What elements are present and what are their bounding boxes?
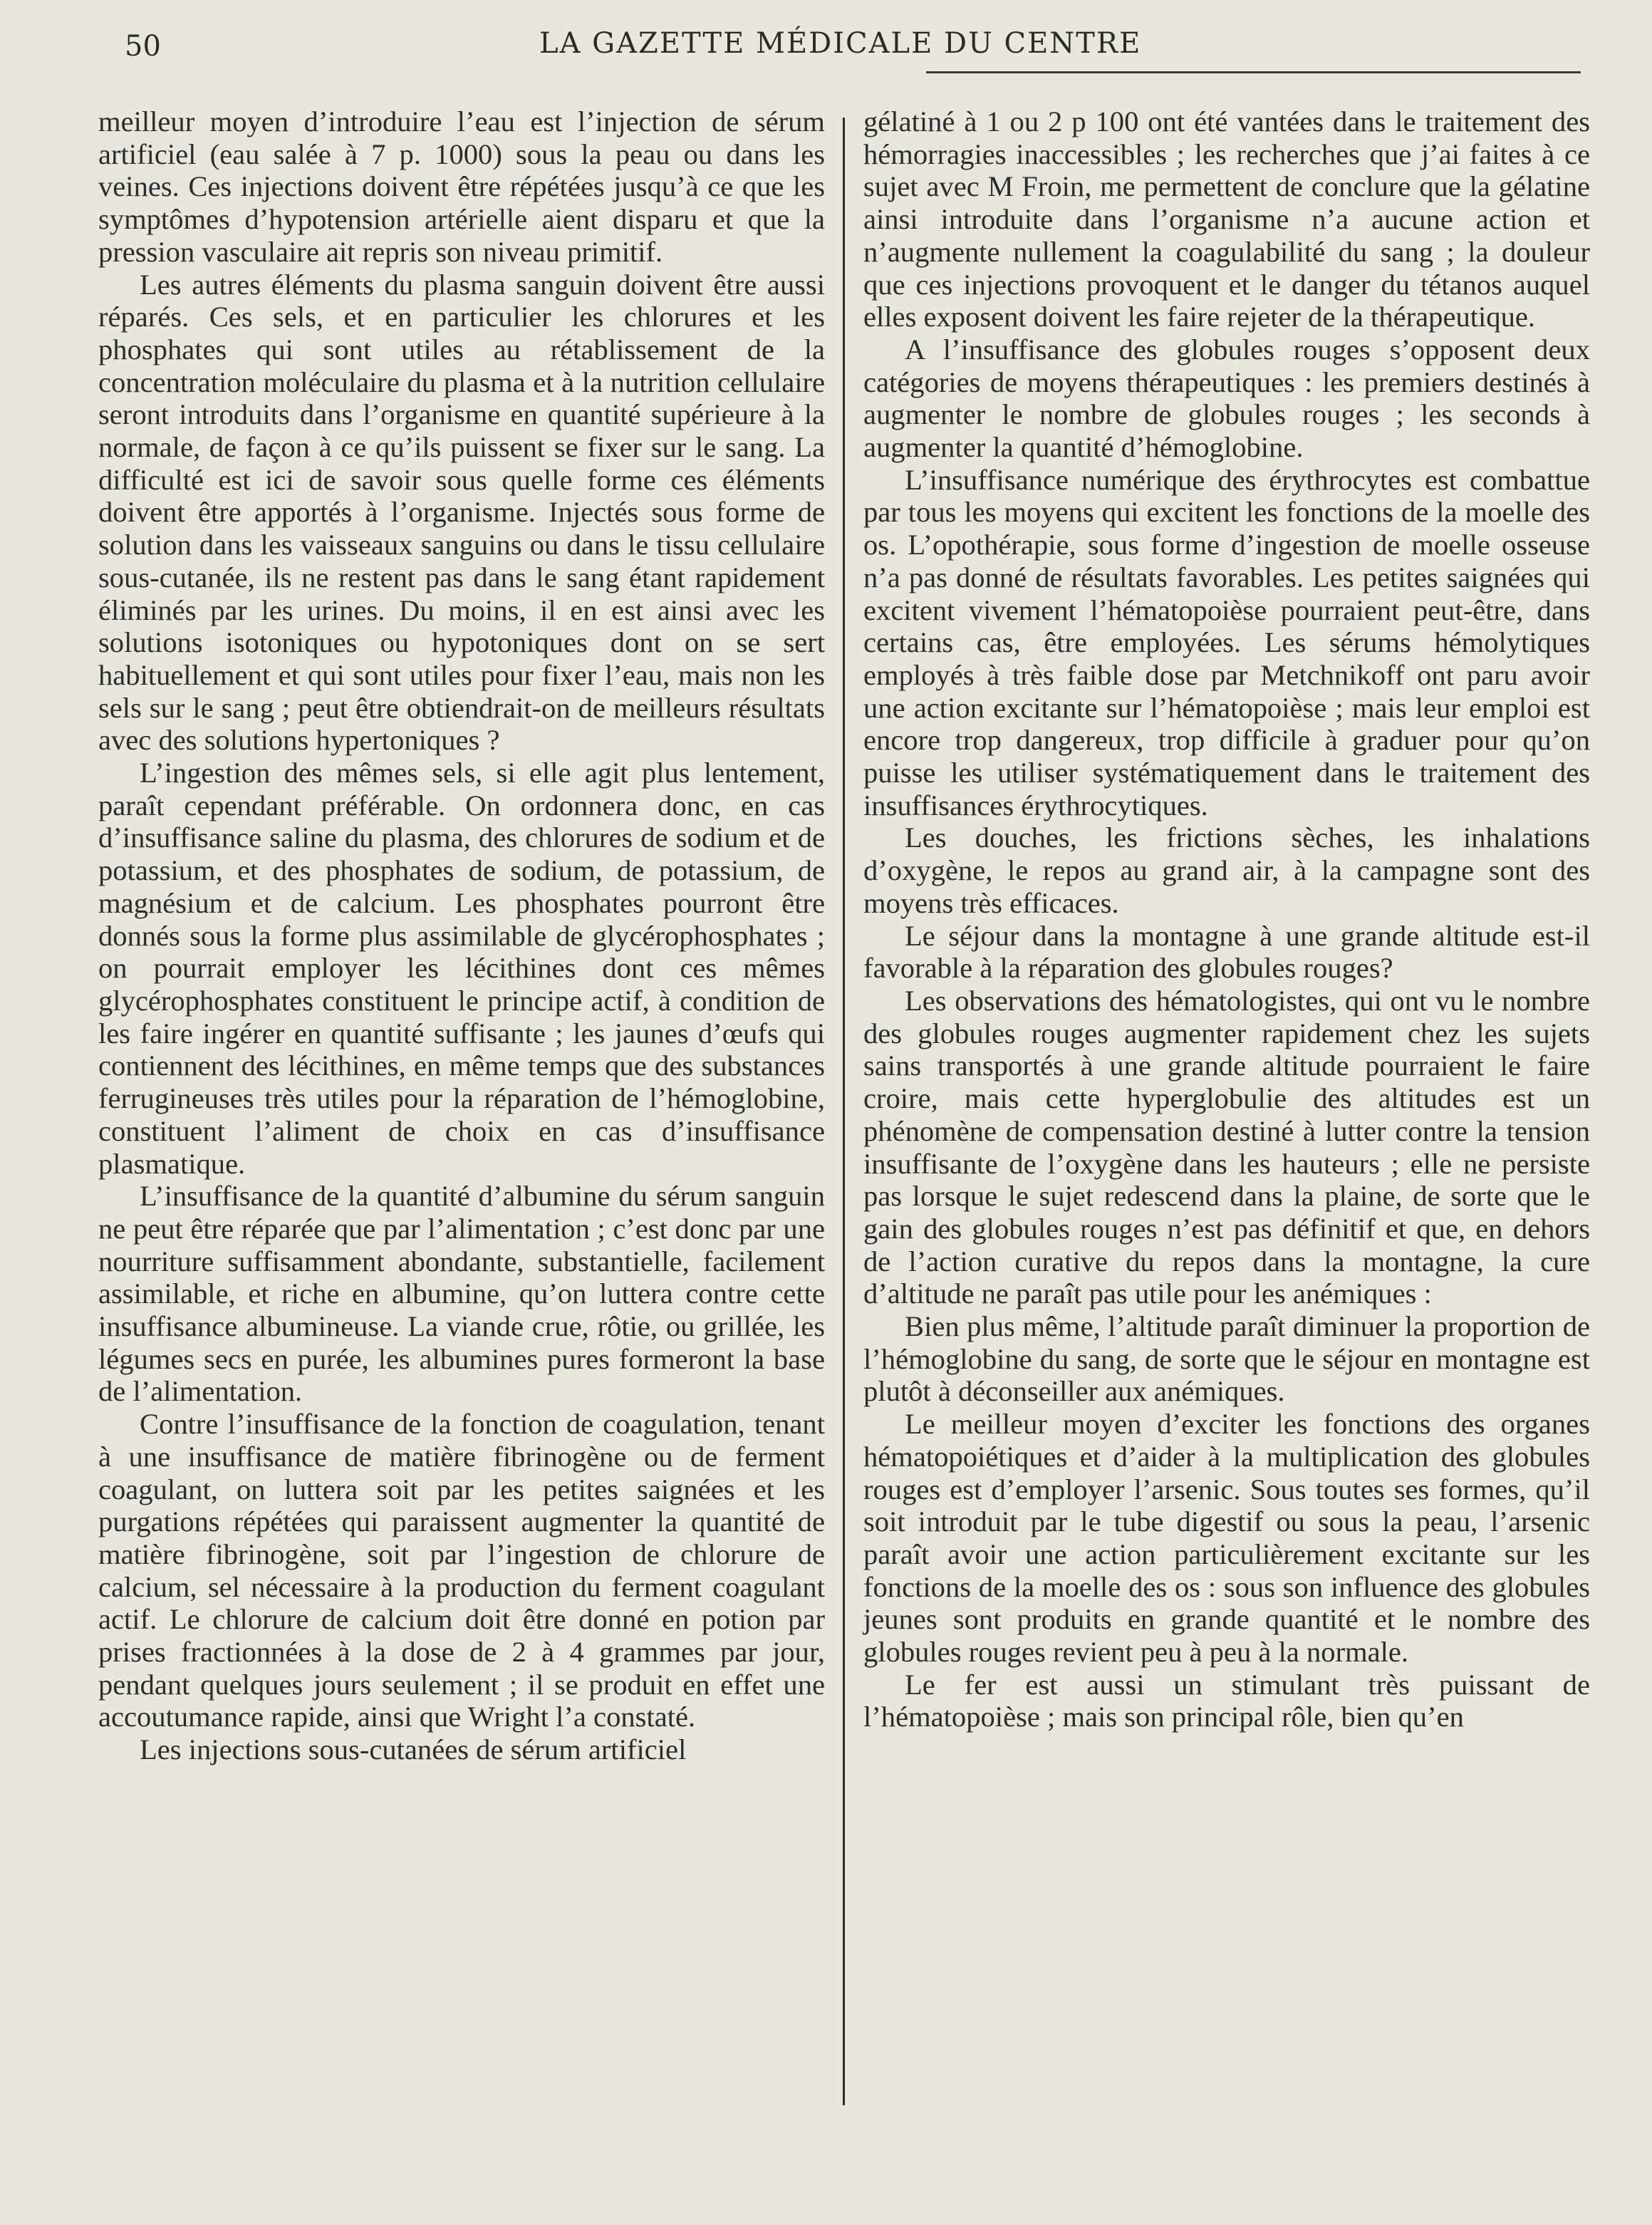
paragraph: L’ingestion des mêmes sels, si elle agit plus lentement, paraît cependant préférable. On ordonnera donc, en cas d’insuffisance saline du plasma, des chlorures de sodium et de potassium, et des phosphates de sodium, de potassium, de magnésium et de calcium. Les phosphates pourront être donnés sous la forme plus assimilable de glycérophosphates ; on pourrait employer les lécithines dont ces mêmes glycérophosphates constituent le principe actif, à condition de les faire ingérer en quantité suffisante ; les jaunes d’œufs qui contiennent des lécithines, en même temps que des substances ferrugineuses très utiles pour la réparation de l’hémoglobine, constituent l’aliment de choix en cas d’insuffisance plasmatique. (98, 757, 825, 1180)
right-column (863, 105, 1590, 1733)
left-column (98, 105, 825, 1766)
paragraph: Bien plus même, l’altitude paraît diminuer la proportion de l’hémoglobine du sang, de sorte que le séjour en montagne est plutôt à déconseiller aux anémiques. (863, 1310, 1590, 1408)
paragraph: Les douches, les frictions sèches, les inhalations d’oxygène, le repos au grand air, à la campagne sont des moyens très efficaces. (863, 821, 1590, 919)
paragraph: Les observations des hématologistes, qui ont vu le nombre des globules rouges augmenter rapidement chez les sujets sains transportés à une grande altitude pourraient le faire croire, mais cette hyperglobulie des altitudes est un phénomène de compensation destiné à lutter contre la tension insuffisante de l’oxygène dans les hauteurs ; elle ne persiste pas lorsque le sujet redescend dans la plaine, de sorte que le gain des globules rouges n’est pas définitif et que, en dehors de l’action curative du repos dans la montagne, la cure d’altitude ne paraît pas utile pour les anémiques : (863, 984, 1590, 1310)
paragraph: L’insuffisance de la quantité d’albumine du sérum sanguin ne peut être réparée que par l’alimentation ; c’est donc par une nourriture suffisamment abondante, substantielle, facilement assimilable, et riche en albumine, qu’on luttera contre cette insuffisance albumineuse. La viande crue, rôtie, ou grillée, les légumes secs en purée, les albumines pures formeront la base de l’alimentation. (98, 1180, 825, 1408)
paragraph: Les injections sous-cutanées de sérum artificiel (140, 1733, 687, 1766)
paragraph: Contre l’insuffisance de la fonction de coagulation, tenant à une insuffisance de matière fibrinogène ou de ferment coagulant, on luttera soit par les petites saignées et les purgations répétées qui paraissent augmenter la quantité de matière fibrinogène, soit par l’ingestion de chlorure de calcium, sel nécessaire à la production du ferment coagulant actif. Le chlorure de calcium doit être donné en potion par prises fractionnées à la dose de 2 à 4 grammes par jour, pendant quelques jours seulement ; il se produit en effet une accoutumance rapide, ainsi que Wright l’a constaté. (98, 1408, 825, 1733)
column-divider (843, 118, 845, 2105)
paragraph: A l’insuffisance des globules rouges s’opposent deux catégories de moyens thérapeutiques : les premiers destinés à augmenter le nombre de globules rouges ; les seconds à augmenter la quantité d’hémoglobine. (863, 333, 1590, 464)
paragraph: L’insuffisance numérique des érythrocytes est combattue par tous les moyens qui excitent les fonctions de la moelle des os. L’opothérapie, sous forme d’ingestion de moelle osseuse n’a pas donné de résultats favorables. Les petites saignées qui excitent vivement l’hématopoièse pourraient peut-être, dans certains cas, être employées. Les sérums hémolytiques employés à très faible dose par Metchnikoff ont paru avoir une action excitante sur l’hématopoièse ; mais leur emploi est encore trop dangereux, trop difficile à graduer pour qu’on puisse les utiliser systématiquement dans le traitement des insuffisances érythrocytiques. (863, 463, 1590, 821)
paragraph: Le fer est aussi un stimulant très puissant de l’hématopoièse ; mais son principal rôle, bien qu’en (863, 1668, 1590, 1733)
paragraph: gélatiné à 1 ou 2 p 100 ont été vantées dans le traitement des hémorragies inaccessibles ; les recherches que j’ai faites à ce sujet avec M Froin, me permettent de conclure que la gélatine ainsi introduite dans l’organisme n’a aucune action et n’augmente nullement la coagulabilité du sang ; la douleur que ces injections provoquent et le danger du tétanos auquel elles exposent doivent les faire rejeter de la thérapeutique. (863, 105, 1590, 333)
header-rule (926, 71, 1581, 73)
paragraph: Le meilleur moyen d’exciter les fonctions des organes hématopoiétiques et d’aider à la multiplication des globules rouges est d’employer l’arsenic. Sous toutes ses formes, qu’il soit introduit par le tube digestif ou sous la peau, l’arsenic paraît avoir une action particulièrement excitante sur les fonctions de la moelle des os : sous son influence des globules jeunes sont produits en grande quantité et le nombre des globules rouges revient peu à peu à la normale. (863, 1408, 1590, 1669)
running-title: LA GAZETTE MÉDICALE DU CENTRE (539, 27, 1142, 60)
paragraph: Le séjour dans la montagne à une grande altitude est-il favorable à la réparation des globules rouges? (863, 919, 1590, 985)
page-header (0, 21, 1652, 71)
paragraph: meilleur moyen d’introduire l’eau est l’injection de sérum artificiel (eau salée à 7 p. 1000) sous la peau ou dans les veines. Ces injections doivent être répétées jusqu’à ce que les symptômes d’hypotension artérielle aient disparu et que la pression vasculaire ait repris son niveau primitif. (98, 105, 825, 268)
page-number: 50 (125, 30, 161, 63)
paragraph: Les autres éléments du plasma sanguin doivent être aussi réparés. Ces sels, et en particulier les chlorures et les phosphates qui sont utiles au rétablissement de la concentration moléculaire du plasma et à la nutrition cellulaire seront introduits dans l’organisme en quantité supérieure à la normale, de façon à ce qu’ils puissent se fixer sur le sang. La difficulté est ici de savoir sous quelle forme ces éléments doivent être apportés à l’organisme. Injectés sous forme de solution dans les vaisseaux sanguins ou dans le tissu cellulaire sous-cutanée, ils ne restent pas dans le sang étant rapidement éliminés par les urines. Du moins, il en est ainsi avec les solutions isotoniques ou hypotoniques dont on se sert habituellement et qui sont utiles pour fixer l’eau, mais non les sels sur le sang ; peut être obtiendrait-on de meilleurs résultats avec des solutions hypertoniques ? (98, 268, 825, 757)
